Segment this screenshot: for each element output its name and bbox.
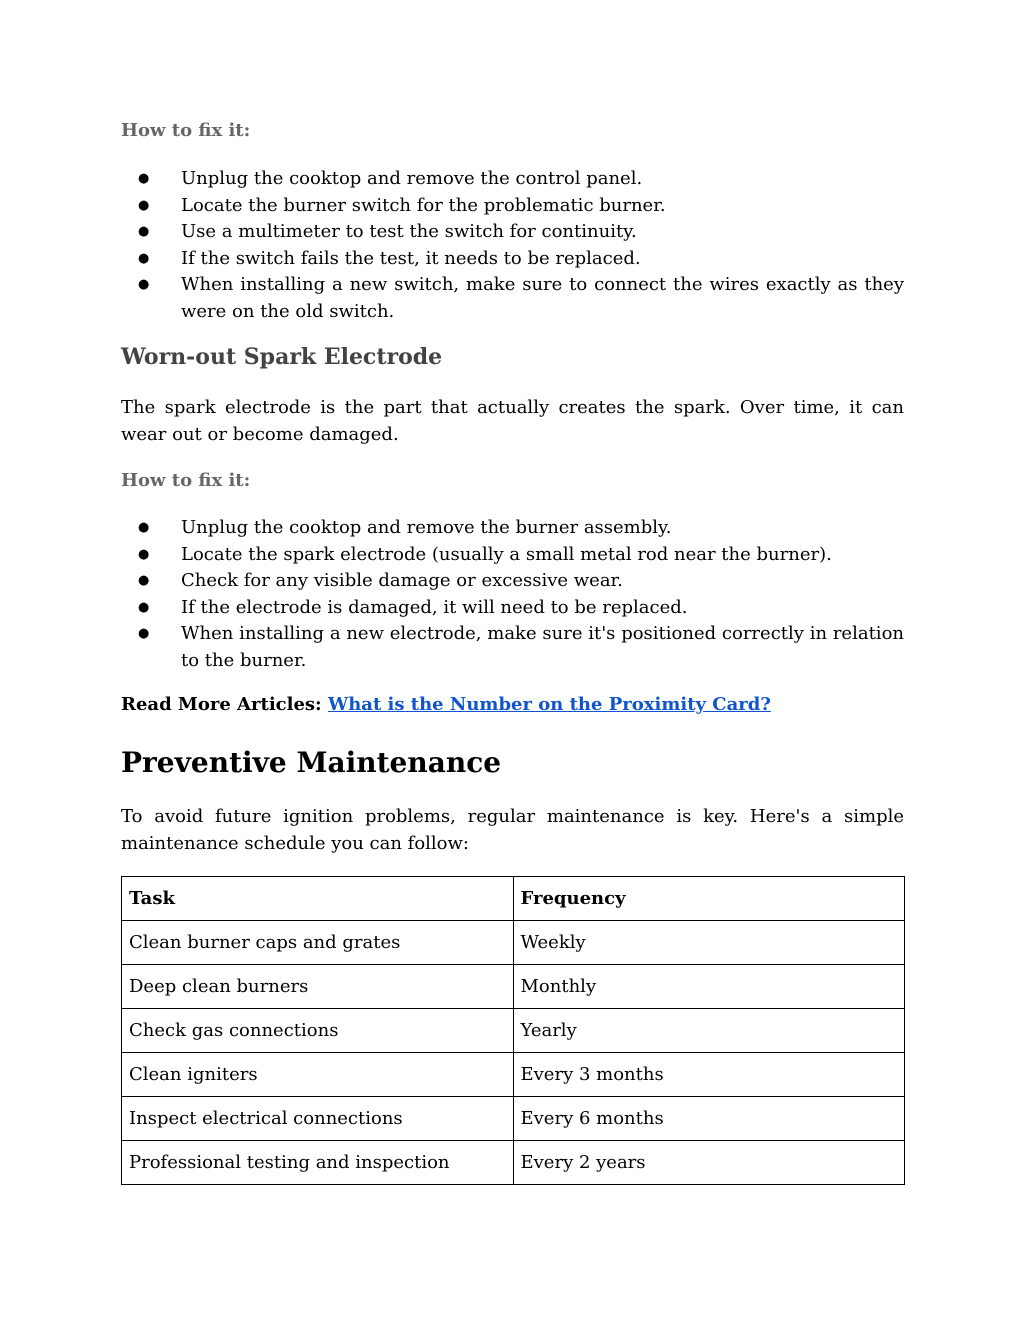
bullet-icon: ● (138, 197, 150, 213)
table-cell: Professional testing and inspection (122, 1141, 514, 1185)
list-item: ● Unplug the cooktop and remove the burner assembly. (121, 515, 904, 542)
table-cell: Weekly (513, 921, 905, 965)
table-cell: Clean burner caps and grates (122, 921, 514, 965)
table-row (122, 1009, 905, 1053)
page-title: Preventive Maintenance (121, 746, 502, 779)
table-header-task: Task (122, 877, 514, 921)
list-item: ● Locate the spark electrode (usually a small metal rod near the burner). (121, 542, 904, 569)
table-row (122, 1141, 905, 1185)
table-row (122, 921, 905, 965)
section-heading: Worn-out Spark Electrode (121, 344, 443, 370)
read-more-label: Read More Articles: (121, 694, 322, 715)
table-row (122, 1053, 905, 1097)
list-item: ● Check for any visible damage or excessive wear. (121, 568, 904, 595)
list-item: ● Unplug the cooktop and remove the control panel. (121, 166, 904, 193)
table-cell: Deep clean burners (122, 965, 514, 1009)
table-cell: Monthly (513, 965, 905, 1009)
table-cell: Every 3 months (513, 1053, 905, 1097)
table-header-row (122, 877, 905, 921)
section-paragraph: To avoid future ignition problems, regular maintenance is key. Here's a simple maintenance schedule you can follow: (121, 806, 904, 854)
read-more-line (121, 694, 771, 715)
list-item: ● When installing a new switch, make sure to connect the wires exactly as they were on the old switch. (138, 274, 904, 322)
bullet-icon: ● (138, 573, 150, 588)
bullet-icon: ● (138, 546, 150, 562)
fix-steps-list (121, 515, 904, 674)
read-more-link[interactable]: What is the Number on the Proximity Card? (327, 694, 771, 715)
table-cell: Clean igniters (122, 1053, 514, 1097)
table-cell: Every 6 months (513, 1097, 905, 1141)
list-item: ● Locate the burner switch for the problematic burner. (121, 193, 904, 220)
table-cell: Inspect electrical connections (122, 1097, 514, 1141)
table-cell: Check gas connections (122, 1009, 514, 1053)
fix-steps-list (121, 166, 904, 325)
list-item: ● If the electrode is damaged, it will need to be replaced. (121, 595, 904, 622)
bullet-icon: ● (138, 277, 150, 292)
section-paragraph: The spark electrode is the part that actually creates the spark. Over time, it can wear out or become damaged. (121, 397, 904, 445)
table-cell: Yearly (513, 1009, 905, 1053)
bullet-icon: ● (138, 626, 150, 641)
bullet-icon: ● (138, 599, 150, 615)
bullet-icon: ● (138, 520, 150, 535)
list-item: ● When installing a new electrode, make sure it's positioned correctly in relation to the burner. (138, 623, 904, 671)
table-row (122, 965, 905, 1009)
list-item: ● If the switch fails the test, it needs to be replaced. (121, 246, 904, 273)
list-item: ● Use a multimeter to test the switch for continuity. (121, 219, 904, 246)
table-cell: Every 2 years (513, 1141, 905, 1185)
table-row (122, 1097, 905, 1141)
how-to-fix-subhead: How to fix it: (121, 120, 251, 141)
how-to-fix-subhead: How to fix it: (121, 470, 251, 491)
bullet-icon: ● (138, 224, 150, 239)
bullet-icon: ● (138, 250, 150, 266)
maintenance-table (121, 876, 905, 1185)
table-header-frequency: Frequency (513, 877, 905, 921)
bullet-icon: ● (138, 171, 150, 186)
